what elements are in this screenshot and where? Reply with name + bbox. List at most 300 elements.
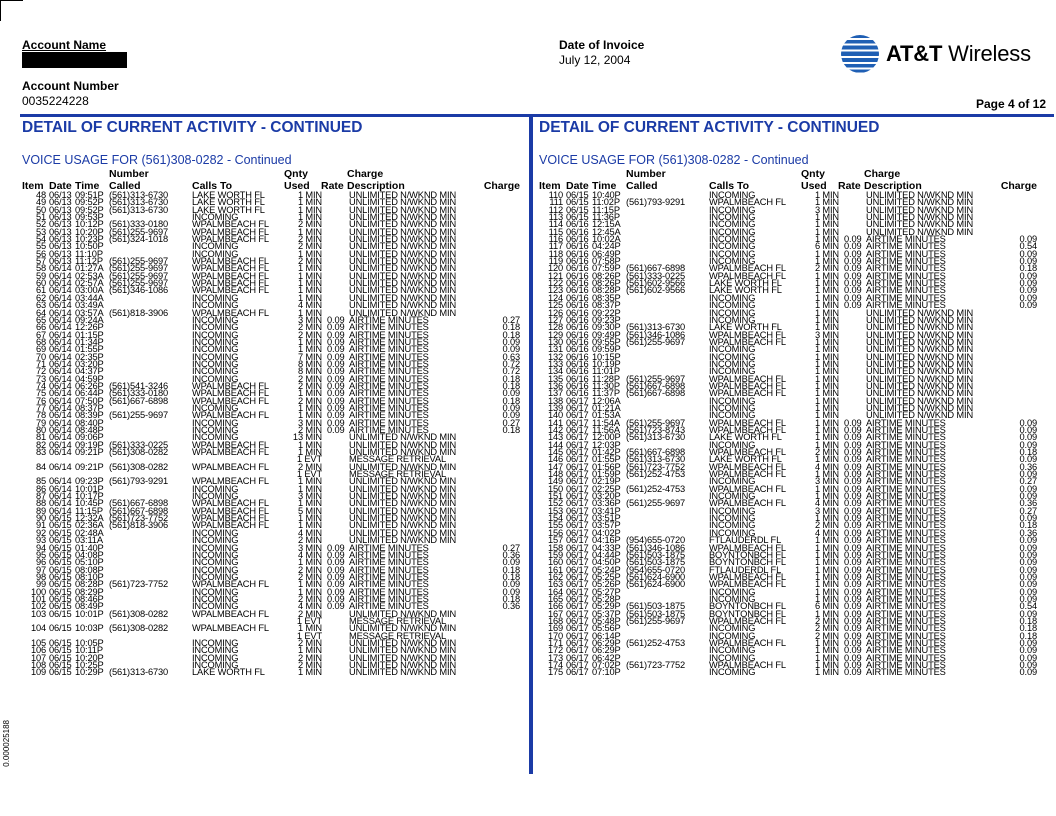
item-number: 75: [35, 388, 46, 399]
call-time: 08:10P: [75, 571, 104, 582]
charge-description: UNLIMITED N/WKND MIN: [349, 300, 457, 311]
calls-to: WPALMBEACH FL: [192, 505, 269, 516]
charge-description: AIRTIME MINUTES: [866, 278, 946, 289]
call-time: 07:02P: [592, 660, 621, 670]
call-date: 06/14: [49, 270, 72, 281]
rate: 0.09: [844, 564, 862, 575]
call-time: 02:25P: [592, 483, 621, 494]
number-called: (561)255-9697: [109, 278, 169, 289]
number-called: (561)602-9566: [626, 278, 686, 289]
invoice-date-value: July 12, 2004: [559, 53, 631, 67]
call-time: 12:26P: [75, 322, 104, 333]
rate: 0.09: [844, 645, 862, 656]
quantity-used: 4 MIN: [297, 549, 322, 560]
item-number: 135: [547, 373, 563, 384]
charge-description: AIRTIME MINUTES: [349, 425, 429, 435]
charge-description: AIRTIME MINUTES: [866, 241, 946, 252]
call-date: 06/16: [566, 292, 589, 303]
charge-description: UNLIMITED N/WKND MIN: [866, 226, 974, 237]
charge-description: UNLIMITED N/WKND MIN: [349, 498, 457, 509]
charge-description: AIRTIME MINUTES: [866, 660, 946, 670]
calls-to: LAKE WORTH FL: [709, 322, 782, 333]
item-number: 102: [30, 601, 46, 612]
header-rate: Rate: [321, 180, 344, 192]
header-charge-top: Charge: [864, 168, 901, 180]
charge-description: AIRTIME MINUTES: [349, 417, 429, 428]
table-row: [22, 669, 522, 676]
calls-to: INCOMING: [192, 344, 239, 355]
calls-to: WPALMBEACH FL: [192, 388, 269, 399]
charge-amount: 0.18: [502, 395, 520, 406]
call-date: 06/16: [566, 248, 589, 259]
item-number: 68: [35, 336, 46, 347]
calls-to: FTLAUDERDL FL: [709, 564, 782, 575]
item-number: 78: [35, 410, 46, 421]
item-number: 115: [548, 226, 563, 237]
calls-to: INCOMING: [709, 314, 756, 325]
calls-to: INCOMING: [192, 483, 239, 494]
item-number: 111: [549, 197, 563, 208]
quantity-used: 1 MIN: [814, 542, 839, 553]
call-date: 06/17: [566, 549, 589, 560]
call-time: 01:59P: [592, 469, 621, 480]
number-called: (561)503-1875: [626, 608, 686, 619]
calls-to: INCOMING: [709, 226, 756, 237]
charge-amount: 0.09: [1019, 300, 1037, 311]
rate: 0.09: [327, 388, 345, 399]
charge-amount: 0.09: [1019, 557, 1037, 568]
charge-description: UNLIMITED N/WKND MIN: [866, 373, 974, 384]
charge-amount: 0.09: [1019, 278, 1037, 289]
call-time: 08:29P: [75, 586, 104, 597]
quantity-used: 1 MIN: [297, 190, 322, 200]
rate: 0.09: [844, 491, 862, 502]
call-time: 07:50P: [75, 395, 104, 406]
quantity-used: 1 MIN: [814, 454, 839, 465]
item-number: 142: [547, 425, 563, 435]
quantity-used: 1 MIN: [814, 432, 839, 443]
call-time: 06:29P: [592, 645, 621, 656]
call-date: 06/16: [566, 366, 589, 377]
quantity-used: 1 MIN: [814, 256, 839, 267]
item-number: 92: [35, 527, 46, 538]
charge-amount: 0.09: [1019, 417, 1037, 428]
call-time: 09:55P: [592, 336, 621, 347]
item-number: 112: [548, 204, 563, 215]
number-called: (954)655-0720: [626, 535, 686, 546]
call-time: 12:45A: [592, 226, 621, 237]
call-date: 06/15: [49, 564, 72, 575]
charge-description: AIRTIME MINUTES: [866, 645, 946, 656]
charge-description: UNLIMITED N/WKND MIN: [349, 645, 457, 656]
call-date: 06/13: [49, 212, 72, 223]
quantity-used: 1 MIN: [297, 667, 322, 678]
charge-description: UNLIMITED N/WKND MIN: [349, 263, 457, 274]
calls-to: INCOMING: [709, 307, 756, 318]
item-number: 89: [35, 505, 46, 516]
header-item: Item: [22, 180, 44, 192]
rate: 0.09: [844, 601, 862, 612]
call-time: 03:44A: [75, 292, 104, 303]
quantity-used: 1 EVT: [296, 469, 322, 480]
charge-description: UNLIMITED N/WKND MIN: [349, 219, 457, 230]
charge-description: UNLIMITED N/WKND MIN: [866, 410, 974, 421]
quantity-used: 1 MIN: [297, 586, 322, 597]
call-date: 06/14: [49, 351, 72, 362]
call-date: 06/17: [566, 417, 589, 428]
call-time: 10:01P: [75, 483, 104, 494]
charge-description: AIRTIME MINUTES: [866, 557, 946, 568]
charge-description: AIRTIME MINUTES: [349, 557, 429, 568]
charge-description: AIRTIME MINUTES: [866, 469, 946, 480]
call-time: 11:15P: [75, 505, 103, 516]
quantity-used: 2 MIN: [297, 380, 322, 391]
charge-amount: 0.09: [502, 410, 520, 421]
charge-description: UNLIMITED N/WKND MIN: [866, 402, 974, 413]
call-time: 12:00P: [592, 432, 621, 443]
item-number: 174: [547, 660, 563, 670]
charge-amount: 0.27: [502, 314, 520, 325]
rate: 0.09: [327, 351, 345, 362]
rate: 0.09: [844, 432, 862, 443]
calls-to: WPALMBEACH FL: [709, 425, 786, 435]
call-date: 06/14: [49, 410, 72, 421]
charge-description: AIRTIME MINUTES: [349, 322, 429, 333]
call-time: 04:16P: [592, 535, 621, 546]
calls-to: WPALMBEACH FL: [192, 219, 269, 230]
table-row: [539, 669, 1039, 676]
header-charge: Charge: [483, 180, 520, 192]
number-called: (561)667-6898: [626, 447, 686, 458]
call-time: 12:32A: [75, 513, 104, 524]
calls-to: INCOMING: [192, 491, 239, 502]
call-date: 06/14: [49, 402, 72, 413]
calls-to: WPALMBEACH FL: [192, 410, 269, 421]
call-time: 03:57P: [592, 520, 621, 531]
call-time: 01:55P: [592, 454, 621, 465]
calls-to: INCOMING: [709, 593, 756, 604]
quantity-used: 1 MIN: [814, 307, 839, 318]
quantity-used: 1 MIN: [297, 197, 322, 208]
quantity-used: 1 MIN: [814, 417, 839, 428]
header-description: Description: [347, 180, 405, 192]
number-called: (561)818-3906: [109, 307, 169, 318]
call-date: 06/16: [566, 234, 589, 245]
call-date: 06/16: [566, 307, 589, 318]
number-called: (561)793-9291: [626, 197, 686, 208]
charge-amount: 0.09: [1019, 652, 1037, 663]
rate: 0.09: [844, 549, 862, 560]
item-number: 65: [35, 314, 46, 325]
charge-description: UNLIMITED N/WKND MIN: [866, 344, 974, 355]
charge-amount: 0.09: [1019, 564, 1037, 575]
charge-amount: 0.09: [1019, 469, 1037, 480]
item-number: 105: [30, 637, 46, 648]
call-time: 08:46P: [75, 593, 104, 604]
item-number: 109: [30, 667, 46, 678]
quantity-used: 1 MIN: [297, 285, 322, 296]
number-called: (561)333-0225: [626, 270, 686, 281]
call-date: 06/15: [49, 601, 72, 612]
calls-to: WPALMBEACH FL: [709, 197, 786, 208]
quantity-used: 1 MIN: [814, 439, 839, 450]
call-date: 06/14: [49, 344, 72, 355]
call-date: 06/15: [49, 527, 72, 538]
calls-to: INCOMING: [192, 637, 239, 648]
charge-description: UNLIMITED N/WKND MIN: [866, 219, 974, 230]
item-number: 87: [35, 491, 46, 502]
quantity-used: 1 MIN: [814, 535, 839, 546]
charge-description: UNLIMITED N/WKND MIN: [349, 513, 457, 524]
charge-description: AIRTIME MINUTES: [866, 461, 946, 472]
call-time: 01:21A: [592, 402, 621, 413]
charge-amount: 0.09: [502, 402, 520, 413]
call-time: 11:30P: [592, 380, 620, 391]
quantity-used: 3 MIN: [297, 417, 322, 428]
charge-description: AIRTIME MINUTES: [349, 336, 429, 347]
charge-amount: 0.36: [1019, 461, 1037, 472]
call-time: 10:12P: [75, 219, 104, 230]
header-qnty: Qnty: [284, 168, 308, 180]
call-date: 06/15: [566, 204, 589, 215]
call-time: 08:26P: [592, 270, 621, 281]
calls-to: INCOMING: [709, 204, 756, 215]
rate: 0.09: [844, 417, 862, 428]
quantity-used: 1 MIN: [297, 388, 322, 399]
quantity-used: 1 MIN: [814, 358, 839, 369]
calls-to: WPALMBEACH FL: [709, 542, 786, 553]
rate: 0.09: [844, 615, 862, 626]
calls-to: WPALMBEACH FL: [192, 447, 269, 458]
quantity-used: 5 MIN: [297, 505, 322, 516]
call-date: 06/13: [49, 234, 72, 245]
charge-amount: 0.09: [1019, 549, 1037, 560]
call-time: 08:28P: [592, 285, 621, 296]
call-time: 10:40P: [592, 190, 621, 200]
quantity-used: 1 MIN: [297, 204, 322, 215]
item-number: 52: [35, 219, 46, 230]
number-called: (561)503-1875: [626, 549, 686, 560]
charge-description: AIRTIME MINUTES: [349, 542, 429, 553]
call-date: 06/14: [49, 366, 72, 377]
call-date: 06/16: [566, 226, 589, 237]
charge-description: AIRTIME MINUTES: [349, 601, 429, 612]
calls-to: WPALMBEACH FL: [709, 637, 786, 648]
call-time: 10:02A: [592, 234, 621, 245]
item-number: 128: [547, 322, 563, 333]
quantity-used: 1 MIN: [814, 483, 839, 494]
call-date: 06/17: [566, 432, 589, 443]
call-date: 06/17: [566, 454, 589, 465]
call-date: 06/16: [566, 329, 589, 340]
call-time: 01:27A: [75, 263, 104, 274]
charge-description: UNLIMITED N/WKND MIN: [866, 197, 974, 208]
item-number: 133: [547, 358, 563, 369]
item-number: 139: [547, 402, 563, 413]
quantity-used: 2 MIN: [814, 263, 839, 274]
header-called: Called: [109, 180, 141, 192]
rate: 0.09: [844, 447, 862, 458]
item-number: 71: [35, 358, 46, 369]
call-date: 06/14: [49, 314, 72, 325]
number-called: (561)333-0180: [109, 388, 169, 399]
rate: 0.09: [327, 586, 345, 597]
charge-amount: 0.09: [1019, 535, 1037, 546]
charge-description: UNLIMITED N/WKND MIN: [349, 190, 457, 200]
call-time: 05:24P: [592, 564, 621, 575]
calls-to: INCOMING: [709, 219, 756, 230]
number-called: (561)255-9697: [109, 410, 169, 421]
quantity-used: 2 MIN: [297, 593, 322, 604]
call-date: 06/14: [49, 285, 72, 296]
item-number: 85: [35, 476, 46, 487]
item-number: 161: [547, 564, 563, 575]
item-number: 77: [35, 402, 46, 413]
rate: 0.09: [327, 425, 345, 435]
rate: 0.09: [844, 234, 862, 245]
rate: 0.09: [327, 549, 345, 560]
item-number: 73: [35, 373, 46, 384]
charge-description: AIRTIME MINUTES: [866, 652, 946, 663]
charge-description: UNLIMITED N/WKND MIN: [349, 256, 457, 267]
number-called: (561)503-1875: [626, 557, 686, 568]
call-date: 06/16: [566, 263, 589, 274]
call-date: 06/16: [566, 373, 589, 384]
call-time: 10:45P: [75, 498, 104, 509]
charge-description: AIRTIME MINUTES: [349, 351, 429, 362]
charge-description: AIRTIME MINUTES: [866, 476, 946, 487]
charge-description: AIRTIME MINUTES: [866, 447, 946, 458]
item-number: 138: [547, 395, 563, 406]
item-number: 123: [547, 285, 563, 296]
item-number: 132: [547, 351, 563, 362]
charge-amount: 0.72: [502, 366, 520, 377]
calls-to: INCOMING: [192, 652, 239, 663]
charge-description: UNLIMITED N/WKND MIN: [349, 248, 457, 259]
number-called: (561)255-9697: [626, 373, 686, 384]
number-called: (561)252-4753: [626, 637, 686, 648]
calls-to: INCOMING: [192, 329, 239, 340]
call-time: 01:56P: [592, 461, 621, 472]
calls-to: INCOMING: [192, 336, 239, 347]
rate: 0.09: [844, 256, 862, 267]
charge-description: UNLIMITED N/WKND MIN: [866, 366, 974, 377]
calls-to: INCOMING: [709, 234, 756, 245]
calls-to: INCOMING: [192, 564, 239, 575]
charge-amount: 0.09: [1019, 593, 1037, 604]
calls-to: INCOMING: [192, 417, 239, 428]
charge-description: AIRTIME MINUTES: [866, 425, 946, 435]
charge-description: UNLIMITED N/WKND MIN: [866, 190, 974, 200]
rate: 0.09: [844, 461, 862, 472]
quantity-used: 1 MIN: [814, 190, 839, 200]
charge-amount: 0.18: [1019, 263, 1037, 274]
quantity-used: 1 MIN: [814, 234, 839, 245]
call-date: 06/17: [566, 645, 589, 656]
charge-description: AIRTIME MINUTES: [866, 579, 946, 590]
call-date: 06/17: [566, 410, 589, 421]
number-called: (561)818-3906: [109, 520, 169, 531]
quantity-used: 4 MIN: [814, 461, 839, 472]
call-date: 06/15: [49, 652, 72, 663]
calls-to: LAKE WORTH FL: [192, 667, 265, 678]
quantity-used: 2 MIN: [297, 571, 322, 582]
call-time: 03:51P: [592, 513, 621, 524]
calls-to: BOYNTONBCH FL: [709, 557, 786, 568]
charge-description: AIRTIME MINUTES: [349, 314, 429, 325]
charge-description: AIRTIME MINUTES: [866, 623, 946, 634]
call-date: 06/15: [49, 579, 72, 590]
calls-to: WPALMBEACH FL: [709, 336, 786, 347]
call-time: 02:48A: [75, 527, 104, 538]
quantity-used: 1 MIN: [297, 557, 322, 568]
call-time: 08:26P: [592, 278, 621, 289]
call-date: 06/13: [49, 197, 72, 208]
calls-to: INCOMING: [709, 505, 756, 516]
number-called: (561)667-6898: [109, 505, 169, 516]
charge-description: AIRTIME MINUTES: [866, 637, 946, 648]
calls-to: INCOMING: [192, 292, 239, 303]
charge-description: AIRTIME MINUTES: [866, 615, 946, 626]
call-time: 12:15A: [592, 219, 621, 230]
item-number: 106: [30, 645, 46, 656]
charge-description: AIRTIME MINUTES: [866, 505, 946, 516]
item-number: 127: [547, 314, 563, 325]
calls-to: INCOMING: [192, 425, 239, 435]
call-time: 11:54A: [592, 417, 620, 428]
quantity-used: 2 MIN: [814, 630, 839, 641]
charge-amount: 0.09: [502, 557, 520, 568]
call-time: 04:37P: [75, 366, 104, 377]
item-number: 81: [35, 432, 46, 443]
call-time: 05:27P: [592, 586, 621, 597]
number-called: (561)313-6730: [109, 204, 169, 215]
charge-amount: 0.09: [1019, 571, 1037, 582]
charge-description: MESSAGE RETRIEVAL: [349, 630, 446, 641]
call-time: 08:37P: [592, 300, 621, 311]
charge-description: UNLIMITED N/WKND MIN: [349, 285, 457, 296]
item-number: 104: [30, 623, 46, 634]
rate: 0.09: [844, 637, 862, 648]
charge-description: UNLIMITED N/WKND MIN: [866, 388, 974, 399]
call-date: 06/17: [566, 469, 589, 480]
call-date: 06/14: [49, 358, 72, 369]
calls-to: INCOMING: [192, 549, 239, 560]
item-number: 150: [547, 483, 563, 494]
table-row: [22, 449, 522, 456]
usage-subtitle: VOICE USAGE FOR (561)308-0282 - Continued: [539, 153, 809, 167]
number-called: (561)255-9697: [626, 336, 686, 347]
call-date: 06/17: [566, 498, 589, 509]
charge-description: AIRTIME MINUTES: [349, 549, 429, 560]
call-date: 06/13: [49, 204, 72, 215]
header-used: Used: [801, 180, 827, 192]
calls-to: INCOMING: [192, 593, 239, 604]
quantity-used: 1 MIN: [814, 248, 839, 259]
calls-to: INCOMING: [709, 256, 756, 267]
call-time: 06:26P: [75, 380, 104, 391]
quantity-used: 1 MIN: [814, 491, 839, 502]
charge-description: AIRTIME MINUTES: [866, 292, 946, 303]
rate: 0.09: [844, 278, 862, 289]
call-time: 05:25P: [592, 571, 621, 582]
quantity-used: 1 MIN: [814, 513, 839, 524]
item-number: 80: [35, 425, 46, 435]
call-date: 06/16: [566, 219, 589, 230]
call-date: 06/13: [49, 219, 72, 230]
quantity-used: 1 MIN: [814, 270, 839, 281]
item-number: 146: [547, 454, 563, 465]
